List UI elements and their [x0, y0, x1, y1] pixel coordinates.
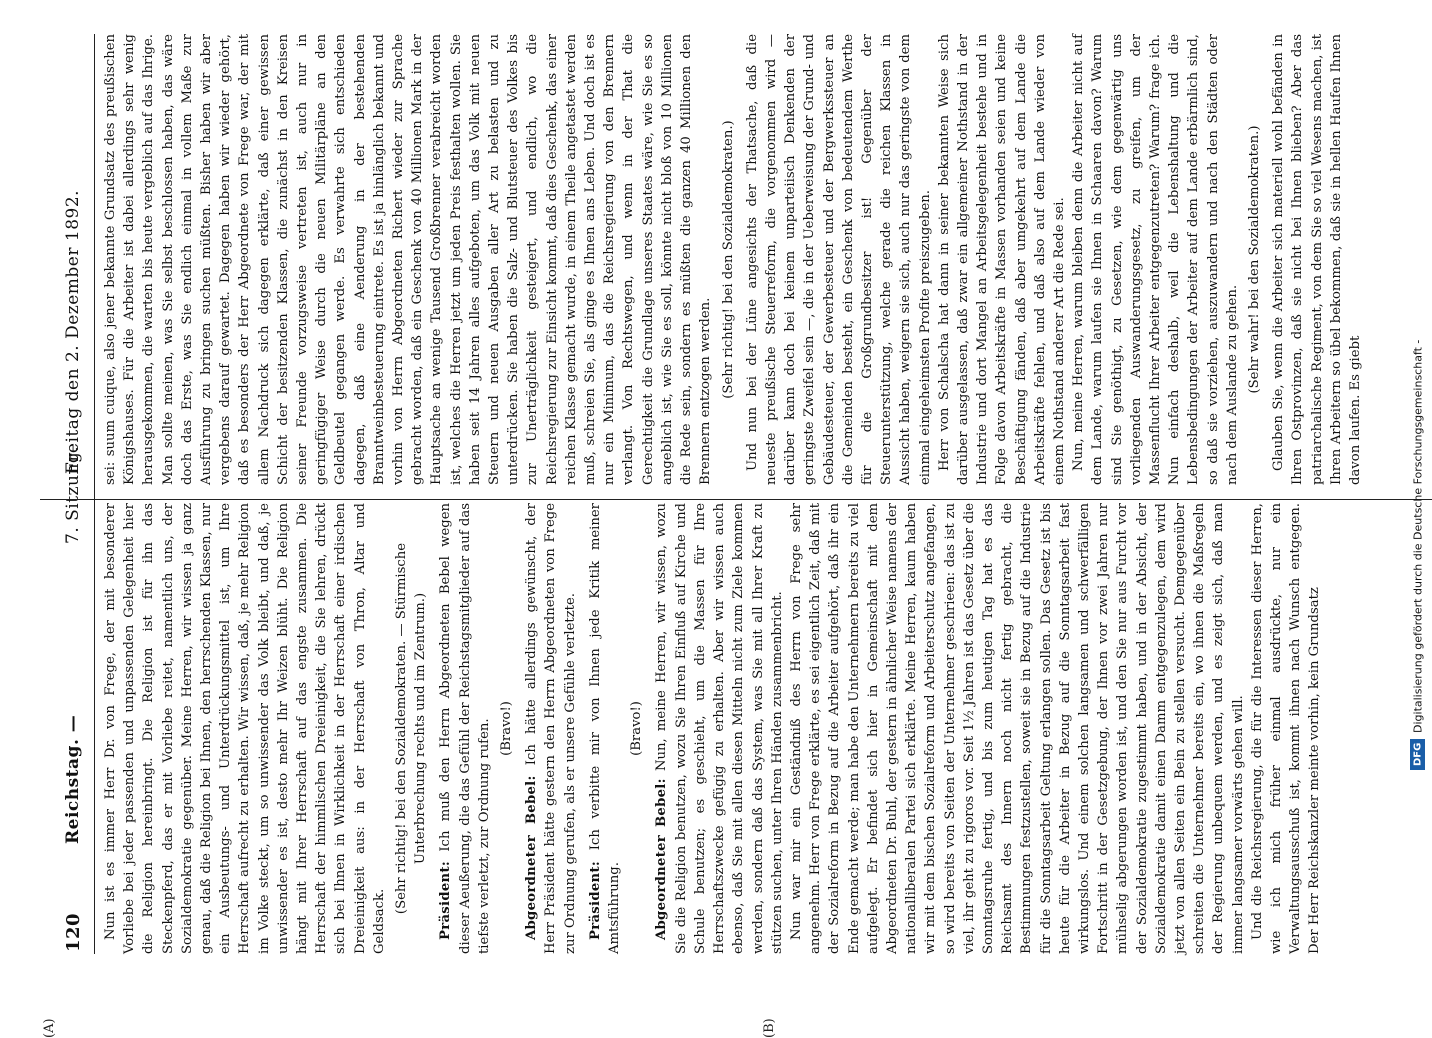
margin-marker-b: (B) [762, 1018, 777, 1038]
dfg-logo: DFG [1411, 739, 1426, 770]
right-column [101, 34, 1363, 485]
speech-text: Ich hätte allerdings gewünscht, der Herr Präsident hätte gestern den Herrn Abgeordneten von Frege zur Ordnung gerufen, als er unsere Gefühle verletzte. [524, 503, 578, 954]
margin-marker-a: (A) [42, 1018, 57, 1038]
interjection: (Bravo!) [499, 701, 515, 756]
header-session: 7. Sitzung. [63, 445, 83, 544]
speech-text: Ich verbitte mir von Ihnen jede Kritik meiner Amtsführung. [587, 503, 623, 954]
interjection: (Sehr richtig! bei den Sozialdemokraten. — Stürmische Unterbrechung rechts und im Zentrum.) [394, 542, 429, 915]
body-paragraph: Herr von Schalscha hat dann in seiner bekannten Weise sich darüber ausgelassen, daß zwar ein allgemeiner Nothstand in der Industrie und dort Mangel an Arbeitsgelegenheit bestehe und in Folge davon Arbeitskräfte in Massen vorhanden seien und keine Beschäftigung fänden, daß aber umgekehrt auf dem Lande die Arbeitskräfte fehlen, und daß also auf dem Lande wieder von einem Nothstand anderer Art die Rede sei. [936, 34, 1067, 485]
body-paragraph: Und die Reichsregierung, die für die Interessen dieser Herren, wie ich mich früher einmal ausdrückte, nur ein Verwaltungsausschuß ist, kommt ihnen nach Wunsch entgegen. Der Herr Reichskanzler meinte vorhin, kein Grundsatz [1249, 503, 1323, 954]
body-paragraph: Glauben Sie, wenn die Arbeiter sich materiell wohl befänden in Ihren Ostprovinzen, daß sie nicht bei Ihnen blieben? Aber das patriarchalische Regiment, von dem Sie so viel Wesens machen, ist Ihren Arbeitern so übel bekommen, daß sie in hellen Haufen Ihnen davon laufen. Es giebt [1271, 34, 1363, 485]
header-date: Freitag den 2. Dezember 1892. [63, 189, 83, 474]
speech-paragraph [522, 503, 580, 954]
body-paragraph: sei: suum cuique, also jener bekannte Grundsatz des preußischen Königshauses. Für die Arbeiter ist dabei allerdings sehr wenig herausgekommen, die warten bis heute vergeblich auf das Ihrige. Man sollte meinen, was Sie selbst beschlossen haben, das wäre doch das Erste, was Sie endlich einmal in vollem Maße zur Ausführung zu bringen suchen müßten. Bisher haben wir aber vergebens darauf gewartet. Dagegen haben wir wieder gehört, daß es besonders der Herr Abgeordnete von Frege war, der mit allem Nachdruck sich dagegen erklärte, daß einer gewissen Schicht der besitzenden Klassen, die zunächst in den Kreisen seiner Freunde vorzugsweise vertreten ist, auch nur in geringfügiger Weise durch die neuen Militärpläne an den Geldbeutel gegangen werde. Es verwahrte sich entschieden dagegen, daß eine Aenderung in der bestehenden Branntweinbesteuerung eintrete. Es ist ja hinlänglich bekannt und vorhin von Herrn Abgeordneten Richert wieder zur Sprache gebracht worden, daß ein Geschenk von 40 Millionen Mark in der Hauptsache an wenige Tausend Großbrenner verabreicht worden ist, welches die Herren jetzt um jeden Preis festhalten wollen. Sie haben seit 14 Jahren alles aufgeboten, um das Volk mit neuen Steuern und neuen Ausgaben aller Art zu belasten und zu unterdrücken. Sie haben die Salz- und Blutsteuer des Volkes bis zur Unerträglichkeit gesteigert, und endlich, wo die Reichsregierung zur Einsicht kommt, daß dies Geschenk, das einer reichen Klasse gemacht wurde, in einem Theile angetastet werden muß, schreien Sie, als ginge es Ihnen ans Leben. Und doch ist es nur ein Minimum, das die Reichsregierung von den Brennern verlangt. Von Rechtswegen, und wenn in der That die Gerechtigkeit die Grundlage unseres Staates wäre, wie Sie es so angeblich ist, wie Sie es soll, könnte nicht bloß von 10 Millionen die Rede sein, sondern es müßten die ganzen 40 Millionen den Brennern entzogen werden. [103, 34, 714, 485]
speaker-name: Präsident: [587, 860, 603, 940]
interjection: (Bravo!) [629, 701, 645, 756]
dfg-credit [1406, 10, 1430, 770]
speaker-name: Abgeordneter Bebel: [524, 775, 540, 940]
body-paragraph: Nun, meine Herren, warum bleiben denn die Arbeiter nicht auf dem Lande, warum laufen sie Ihnen in Schaaren davon? Warum sind Sie genöthigt, zu Gesetzen, wie dem gegenwärtig uns vorliegenden Auswanderungsgesetz, zu greifen, um der Massenflucht Ihrer Arbeiter entgegenzutreten? Warum? frage ich. Nun einfach deshalb, weil die Lebenshaltung und die Lebensbedingungen der Arbeiter auf dem Lande erbärmlich sind, so daß sie vorziehen, auszuwandern und nach den Städten oder nach dem Auslande zu gehen. [1071, 34, 1240, 485]
body-paragraph: Nun war mir ein Geständniß des Herrn von Frege sehr angenehm. Herr von Frege erklärte, es sei eigentlich Zeit, daß mit der Sozialreform in Bezug auf die Arbeiter aufgehört, daß ihr ein Ende gemacht werde; man habe den Unternehmern bereits zu viel aufgelegt. Er befindet sich hier in Gemeinschaft mit dem Abgeordneten Dr. Buhl, der gestern in ähnlicher Weise namens der nationalliberalen Partei sich erklärte. Meine Herren, kaum haben wir mit dem bischen Sozialreform und Arbeiterschutz angefangen, so wird bereits von Seiten der Unternehmer geschrieen: das ist zu viel, ihr geht zu rigoros vor. Seit 1½ Jahren ist das Gesetz über die Sonntagsruhe fertig, und bis zum heutigen Tag hat es das Reichsamt des Innern noch nicht fertig gebracht, die Bestimmungen festzustellen, soweit sie in Bezug auf die Industrie für die Sonntagsarbeit Geltung erlangen sollen. Das Gesetz ist bis heute für die Arbeiter in Bezug auf die Sonntagsarbeit fast wirkungslos. Und einem solchen langsamen und schwerfälligen Fortschritt in der Gesetzgebung, der Ihnen vor zwei Jahren nur mühselig abgerungen worden ist, und den Sie nur aus Furcht vor der Sozialdemokratie zugestimmt haben, und in der Absicht, der Sozialdemokratie damit einen Damm entgegenzulegen, dem wird jetzt von allen Seiten ein Bein zu stellen versucht. Demgegenüber schreiten die Unternehmer bereits ein, wo ihnen die Maßregeln der Regierung unbequem werden, und es zeigt sich, daß man immer langsamer vorwärts gehen will. [788, 503, 1246, 954]
speaker-name: Präsident: [438, 860, 454, 940]
header-left: Reichstag. — [63, 714, 83, 844]
left-column [101, 503, 1346, 954]
speech-text: Ich muß den Herrn Abgeordneten Bebel wegen dieser Aeußerung, die das Gefühl der Reichstagsmitglieder auf das tiefste verletzt, zur Ordnung rufen. [438, 503, 492, 954]
interjection: (Sehr wahr! bei den Sozialdemokraten.) [1246, 125, 1262, 394]
speech-text: Nun, meine Herren, wir wissen, wozu Sie die Religion benutzen, wozu Sie Ihren Einfluß auf Kirche und Schule benutzen; es geschieht, um die Massen für Ihre Herrschaftszwecke gefügig zu erhalten. Aber wir wissen auch ebenso, daß Sie mit allen diesen Mitteln nicht zum Ziele kommen werden, sondern daß das System, was Sie mit all Ihrer Kraft zu stützen suchen, unter Ihren Händen zusammenbricht. [654, 503, 785, 954]
page-header [60, 34, 95, 954]
body-paragraph: Nun ist es immer Herr Dr. von Frege, der mit besonderer Vorliebe bei jeder passenden und unpassenden Gelegenheit hier die Religion hereinbringt. Die Religion ist für ihn das Steckenpferd, das er mit Vorliebe reitet, namentlich uns, der Sozialdemokratie gegenüber. Meine Herren, wir wissen ja ganz genau, daß die Religion bei Ihnen, den herrschenden Klassen, nur ein Ausbeutungs- und Unterdrückungsmittel ist, um Ihre Herrschaft aufrecht zu erhalten. Wir wissen, daß, je mehr Religion im Volke steckt, um so unwissender das Volk bleibt, und daß, je unwissender es ist, desto mehr Ihr Weizen blüht. Die Religion hängt mit Ihrer Herrschaft auf das engste zusammen. Die Herrschaft der himmlischen Dreieinigkeit, die Sie lehren, drückt sich bei Ihnen in Wirklichkeit in der Herrschaft einer irdischen Dreieinigkeit aus: in der Herrschaft von Thron, Altar und Geldsack. [103, 503, 387, 954]
speech-paragraph [652, 503, 786, 954]
speech-paragraph [436, 503, 494, 954]
speech-paragraph [586, 503, 624, 954]
page-number: 120 [63, 912, 84, 952]
speaker-name: Abgeordneter Bebel: [654, 778, 670, 940]
interjection: (Sehr richtig! bei den Sozialdemokraten.) [720, 120, 736, 399]
dfg-credit-text: Digitalisierung gefördert durch die Deutsche Forschungsgemeinschaft - [1411, 339, 1425, 733]
body-paragraph: Und nun bei der Lüne angesichts der Thatsache, daß die neueste preußische Steuerreform, die vorgenommen wird — darüber kann doch bei keinem unparteiisch Denkenden der geringste Zweifel sein —, die in der Ueberweisung der Grund- und Gebäudesteuer, der Gewerbesteuer und der Bergwerkssteuer an die Gemeinden besteht, ein Geschenk von bedeutendem Werthe für die Großgrundbesitzer ist! Gegenüber der Steuerunterstützung, welche gerade die reichen Klassen in Aussicht haben, weigern sie sich, auch nur das geringste von dem einmal eingeheimsten Profite preiszugeben. [744, 34, 933, 485]
